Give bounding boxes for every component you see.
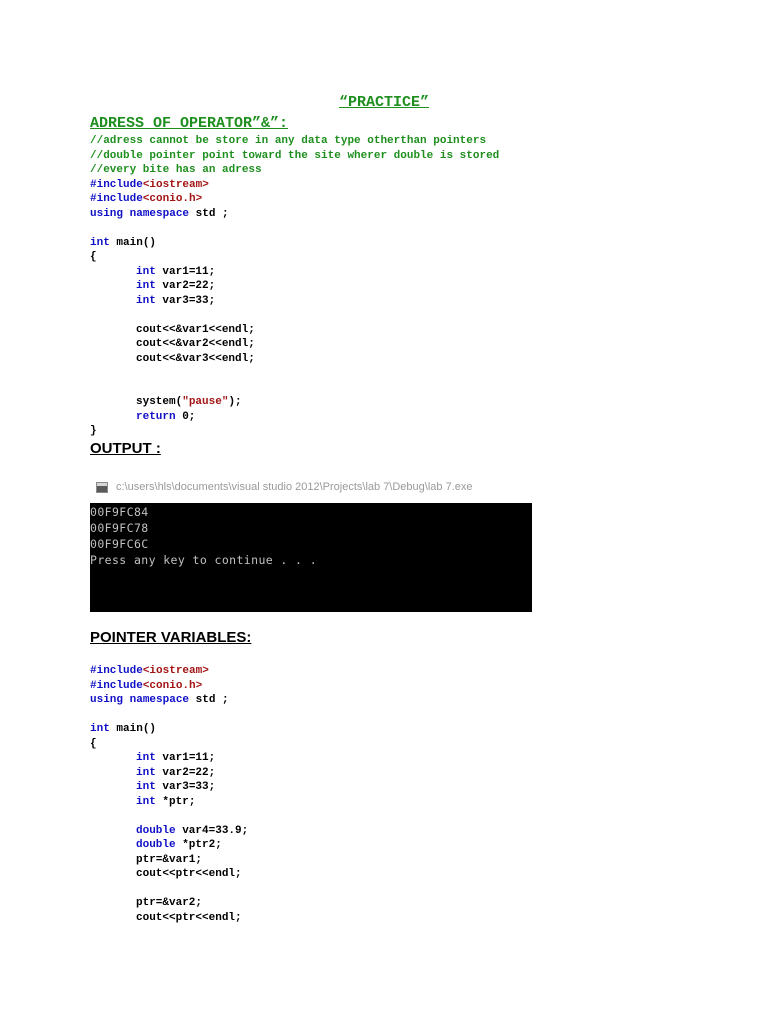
console-app-icon	[96, 482, 108, 493]
code-line-decl: int var2=22;	[136, 280, 216, 292]
code-line-decl: int var1=11;	[136, 265, 216, 278]
pointer-variables-heading: POINTER VARIABLES:	[90, 629, 252, 646]
code-line-include: #include<conio.h>	[90, 193, 203, 205]
code-line-using: using namespace std ;	[90, 694, 229, 706]
code-line-brace: {	[90, 251, 97, 263]
code-line-decl: double var4=33.9;	[136, 824, 249, 837]
code-line-decl: int var2=22;	[136, 766, 216, 779]
code-comment: //double pointer point toward the site wherer double is stored	[90, 149, 500, 162]
code-line-include: #include<iostream>	[90, 665, 209, 677]
code-line-using: using namespace std ;	[90, 207, 229, 220]
code-comment: //adress cannot be store in any data type otherthan pointers	[90, 135, 487, 147]
code-block-address-operator	[90, 134, 499, 439]
code-line-blank	[90, 221, 499, 236]
code-comment: //every bite has an adress	[90, 164, 262, 176]
code-line-include: #include<conio.h>	[90, 679, 203, 692]
code-line-blank	[90, 882, 248, 897]
code-line-blank	[90, 809, 248, 824]
code-line-blank	[90, 708, 248, 723]
console-line: 00F9FC84	[90, 505, 149, 519]
code-line-cout: cout<<ptr<<endl;	[136, 868, 242, 880]
code-line-assign: ptr=&var1;	[136, 853, 203, 866]
page-title: “PRACTICE”	[338, 94, 429, 111]
console-titlebar	[96, 478, 472, 496]
code-block-pointer-variables	[90, 664, 248, 925]
code-line-main: int main()	[90, 723, 157, 735]
console-line: 00F9FC78	[90, 521, 149, 535]
console-line: 00F9FC6C	[90, 537, 149, 551]
code-line-brace: }	[90, 425, 97, 437]
code-line-blank	[90, 366, 499, 381]
code-line-cout: cout<<&var2<<endl;	[136, 338, 255, 350]
code-line-return: return 0;	[136, 410, 196, 423]
code-line-decl: double *ptr2;	[136, 839, 222, 851]
output-heading: OUTPUT :	[90, 440, 161, 457]
code-line-main: int main()	[90, 236, 157, 249]
code-line-cout: cout<<ptr<<endl;	[136, 911, 242, 924]
code-line-decl: int var3=33;	[136, 781, 216, 793]
code-line-brace: {	[90, 737, 97, 750]
address-operator-heading: ADRESS OF OPERATOR”&”:	[90, 115, 289, 132]
code-line-include: #include<iostream>	[90, 178, 209, 191]
code-line-cout: cout<<&var3<<endl;	[136, 352, 255, 365]
code-line-assign: ptr=&var2;	[136, 897, 203, 909]
console-output-window	[90, 503, 532, 612]
code-line-system: system("pause");	[136, 396, 242, 408]
code-line-decl: int var3=33;	[136, 294, 216, 307]
console-line: Press any key to continue . . .	[90, 553, 318, 567]
code-line-blank	[90, 381, 499, 396]
code-line-blank	[90, 308, 499, 323]
console-window-title: c:\users\hls\documents\visual studio 2012\Projects\lab 7\Debug\lab 7.exe	[116, 481, 473, 493]
code-line-decl: int var1=11;	[136, 752, 216, 764]
code-line-cout: cout<<&var1<<endl;	[136, 323, 255, 336]
code-line-decl: int *ptr;	[136, 795, 196, 808]
